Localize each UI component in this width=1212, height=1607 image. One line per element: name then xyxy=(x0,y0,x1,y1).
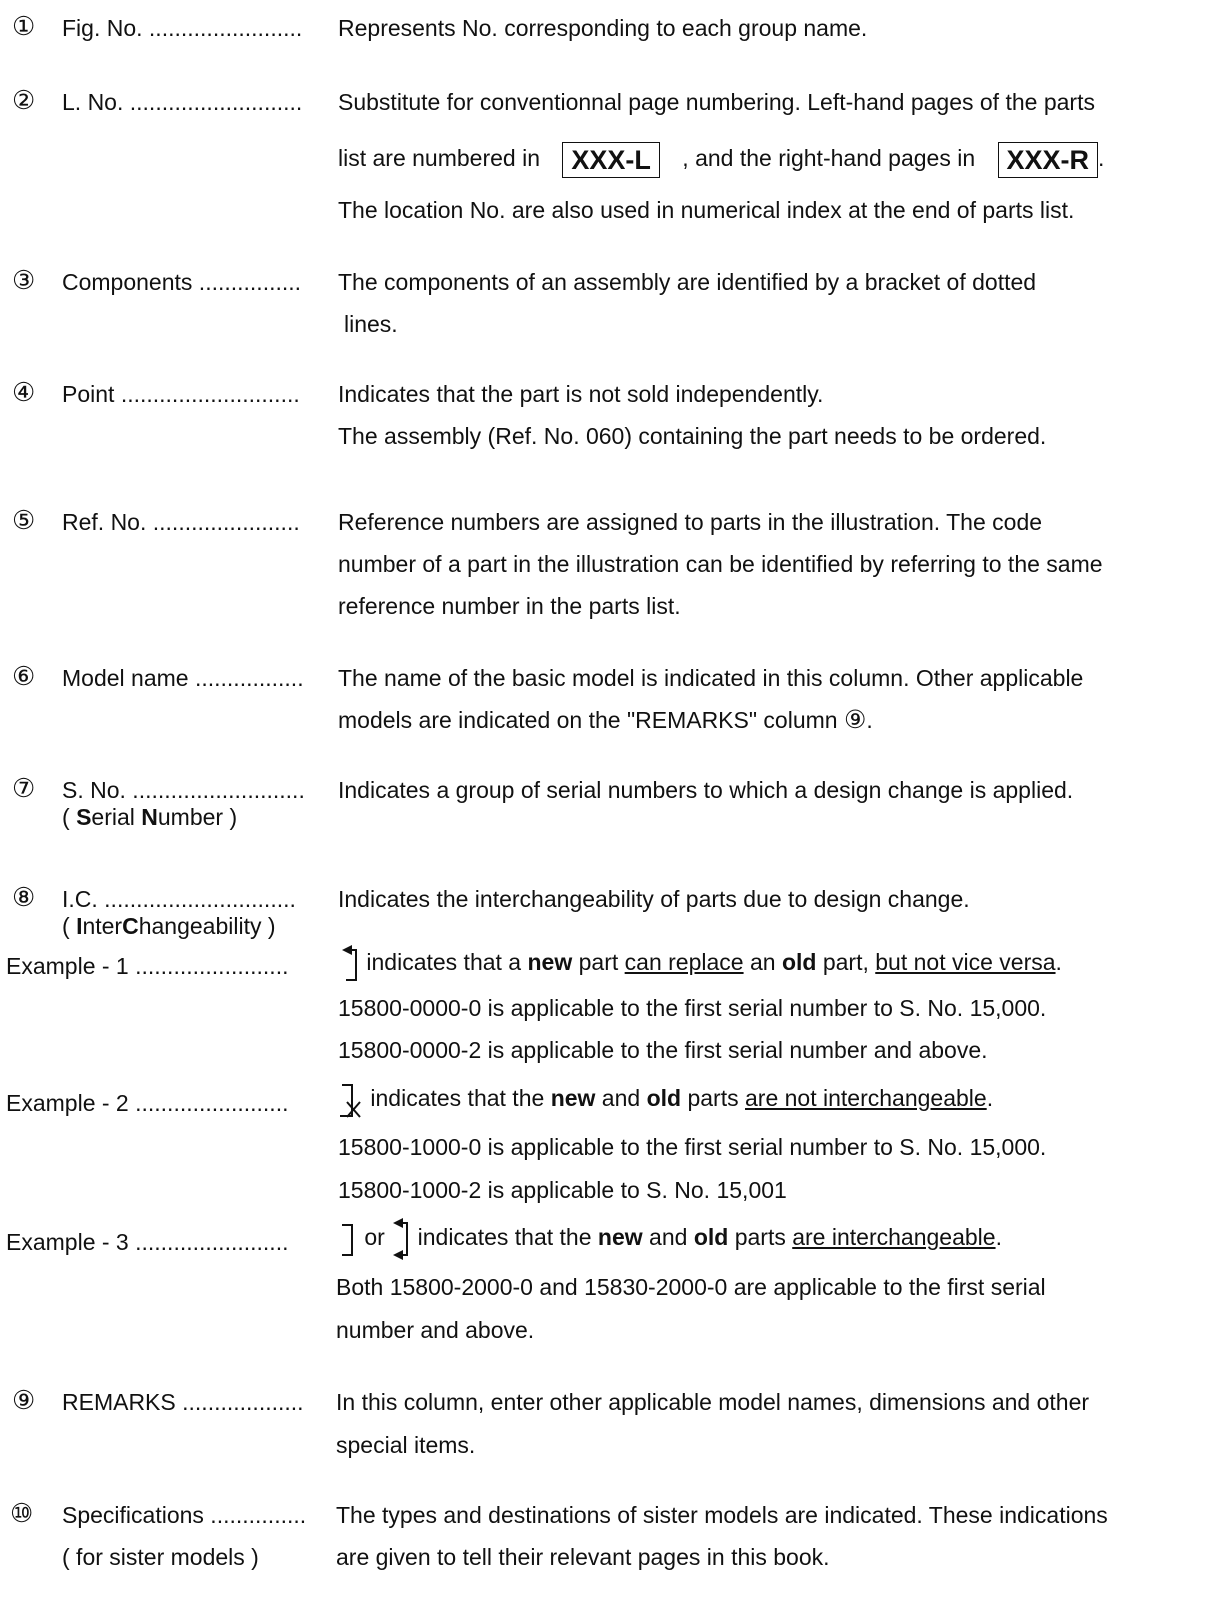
item-description: The name of the basic model is indicated in this column. Other applicable xyxy=(338,665,1084,691)
example-text: an xyxy=(743,949,782,975)
item-number: ⑦ xyxy=(12,773,36,803)
item-number: ① xyxy=(12,11,36,41)
item-description: lines. xyxy=(344,311,398,337)
example-bold: old xyxy=(693,1224,729,1251)
item-term: L. No. ........................... xyxy=(62,89,303,115)
right-page-code-box: XXX-R xyxy=(998,142,1099,178)
subtitle-text: ( xyxy=(62,804,77,830)
item-term: Components ................ xyxy=(62,269,302,295)
item-term-subtitle xyxy=(62,912,276,940)
item-description-text: . xyxy=(1098,145,1105,171)
subtitle-text: erial xyxy=(91,804,142,830)
example-description-line xyxy=(338,1217,1002,1261)
two-way-interchange-icon xyxy=(391,1217,411,1261)
item-description-text: . xyxy=(866,707,873,733)
left-page-code-box: XXX-L xyxy=(562,142,660,178)
interchangeable-bracket-icon xyxy=(338,1219,358,1259)
example-label: Example - 3 ........................ xyxy=(6,1229,289,1255)
item-description: Indicates a group of serial numbers to which a design change is applied. xyxy=(338,777,1074,803)
item-description: Reference numbers are assigned to parts in the illustration. The code xyxy=(338,509,1043,535)
item-description-text: models are indicated on the "REMARKS" column xyxy=(338,707,838,733)
item-number: ② xyxy=(12,85,36,115)
item-description-text: list are numbered in xyxy=(338,145,540,171)
subtitle-text: umber ) xyxy=(157,804,238,830)
item-term: Specifications ............... xyxy=(62,1502,307,1528)
remarks-reference-number: ⑨ xyxy=(843,706,867,734)
item-description: are given to tell their relevant pages in this book. xyxy=(336,1544,830,1570)
item-number: ④ xyxy=(12,377,36,407)
item-description: Indicates that the part is not sold independently. xyxy=(338,381,824,407)
item-description: number of a part in the illustration can be identified by referring to the same xyxy=(338,551,1103,577)
item-term: S. No. ........................... xyxy=(62,777,305,803)
item-term: Ref. No. ....................... xyxy=(62,509,300,535)
item-description-line xyxy=(338,138,1104,178)
example-bold: new xyxy=(550,1085,596,1111)
example-underline: but not vice versa xyxy=(875,949,1056,975)
item-description: Represents No. corresponding to each group name. xyxy=(338,15,868,41)
example-label: Example - 2 ........................ xyxy=(6,1090,289,1116)
example-text: indicates that the xyxy=(417,1224,598,1251)
example-underline: are interchangeable xyxy=(792,1224,996,1251)
example-bold: old xyxy=(646,1085,682,1111)
item-term-subtitle: ( for sister models ) xyxy=(62,1544,259,1570)
item-number: ⑥ xyxy=(12,661,36,691)
subtitle-bold: N xyxy=(141,804,158,830)
example-bold: new xyxy=(527,949,573,975)
item-number: ⑤ xyxy=(12,505,36,535)
item-term: Fig. No. ........................ xyxy=(62,15,303,41)
subtitle-text: nter xyxy=(82,913,123,939)
example-text: . xyxy=(986,1085,994,1111)
example-text: indicates that the xyxy=(370,1085,551,1111)
item-term: Point ............................ xyxy=(62,381,300,407)
item-description: special items. xyxy=(336,1432,476,1458)
example-detail: 15800-1000-2 is applicable to S. No. 15,001 xyxy=(338,1177,787,1203)
example-text: and xyxy=(595,1085,647,1111)
not-interchangeable-icon xyxy=(338,1080,364,1120)
example-detail: 15800-1000-0 is applicable to the first serial number to S. No. 15,000. xyxy=(338,1134,1047,1160)
example-text: or xyxy=(364,1224,385,1251)
item-description: reference number in the parts list. xyxy=(338,593,681,619)
example-text: parts xyxy=(681,1085,745,1111)
example-bold: old xyxy=(781,949,817,975)
example-detail: number and above. xyxy=(336,1317,535,1343)
example-bold: new xyxy=(597,1224,643,1251)
example-description-line xyxy=(338,1078,993,1120)
item-number: ③ xyxy=(12,265,36,295)
subtitle-bold: C xyxy=(122,913,139,939)
item-description: The assembly (Ref. No. 060) containing the part needs to be ordered. xyxy=(338,423,1047,449)
example-text: . xyxy=(995,1224,1002,1251)
subtitle-text: hangeability ) xyxy=(138,913,276,939)
item-term: I.C. .............................. xyxy=(62,886,296,912)
item-description: The location No. are also used in numerical index at the end of parts list. xyxy=(338,197,1075,223)
example-detail: Both 15800-2000-0 and 15830-2000-0 are applicable to the first serial xyxy=(336,1274,1046,1300)
subtitle-text: ( xyxy=(62,913,77,939)
item-description: The types and destinations of sister models are indicated. These indications xyxy=(336,1502,1108,1528)
example-text: parts xyxy=(728,1224,793,1251)
example-text: part xyxy=(572,949,625,975)
example-description-line xyxy=(338,942,1062,984)
item-description: The components of an assembly are identified by a bracket of dotted xyxy=(338,269,1037,295)
item-number: ⑩ xyxy=(10,1498,34,1528)
subtitle-bold: S xyxy=(76,804,92,830)
item-description: Substitute for conventionnal page numbering. Left-hand pages of the parts xyxy=(338,89,1095,115)
item-term: Model name ................. xyxy=(62,665,304,691)
item-term: REMARKS ................... xyxy=(62,1389,304,1415)
item-description-line xyxy=(338,706,873,734)
example-label: Example - 1 ........................ xyxy=(6,953,289,979)
example-detail: 15800-0000-2 is applicable to the first serial number and above. xyxy=(338,1037,988,1063)
example-detail: 15800-0000-0 is applicable to the first serial number to S. No. 15,000. xyxy=(338,995,1047,1021)
example-text: part, xyxy=(816,949,876,975)
example-underline: are not interchangeable xyxy=(745,1085,987,1111)
one-way-interchange-icon xyxy=(338,944,360,984)
item-term-subtitle xyxy=(62,803,237,831)
item-number: ⑨ xyxy=(12,1385,36,1415)
example-underline: can replace xyxy=(624,949,744,975)
example-text: and xyxy=(642,1224,694,1251)
item-number: ⑧ xyxy=(12,882,36,912)
example-text: . xyxy=(1055,949,1062,975)
subtitle-bold: I xyxy=(76,913,83,939)
item-description-text: , and the right-hand pages in xyxy=(682,145,976,171)
example-text: indicates that a xyxy=(366,949,528,975)
item-description: Indicates the interchangeability of parts due to design change. xyxy=(338,886,970,912)
item-description: In this column, enter other applicable model names, dimensions and other xyxy=(336,1389,1090,1415)
